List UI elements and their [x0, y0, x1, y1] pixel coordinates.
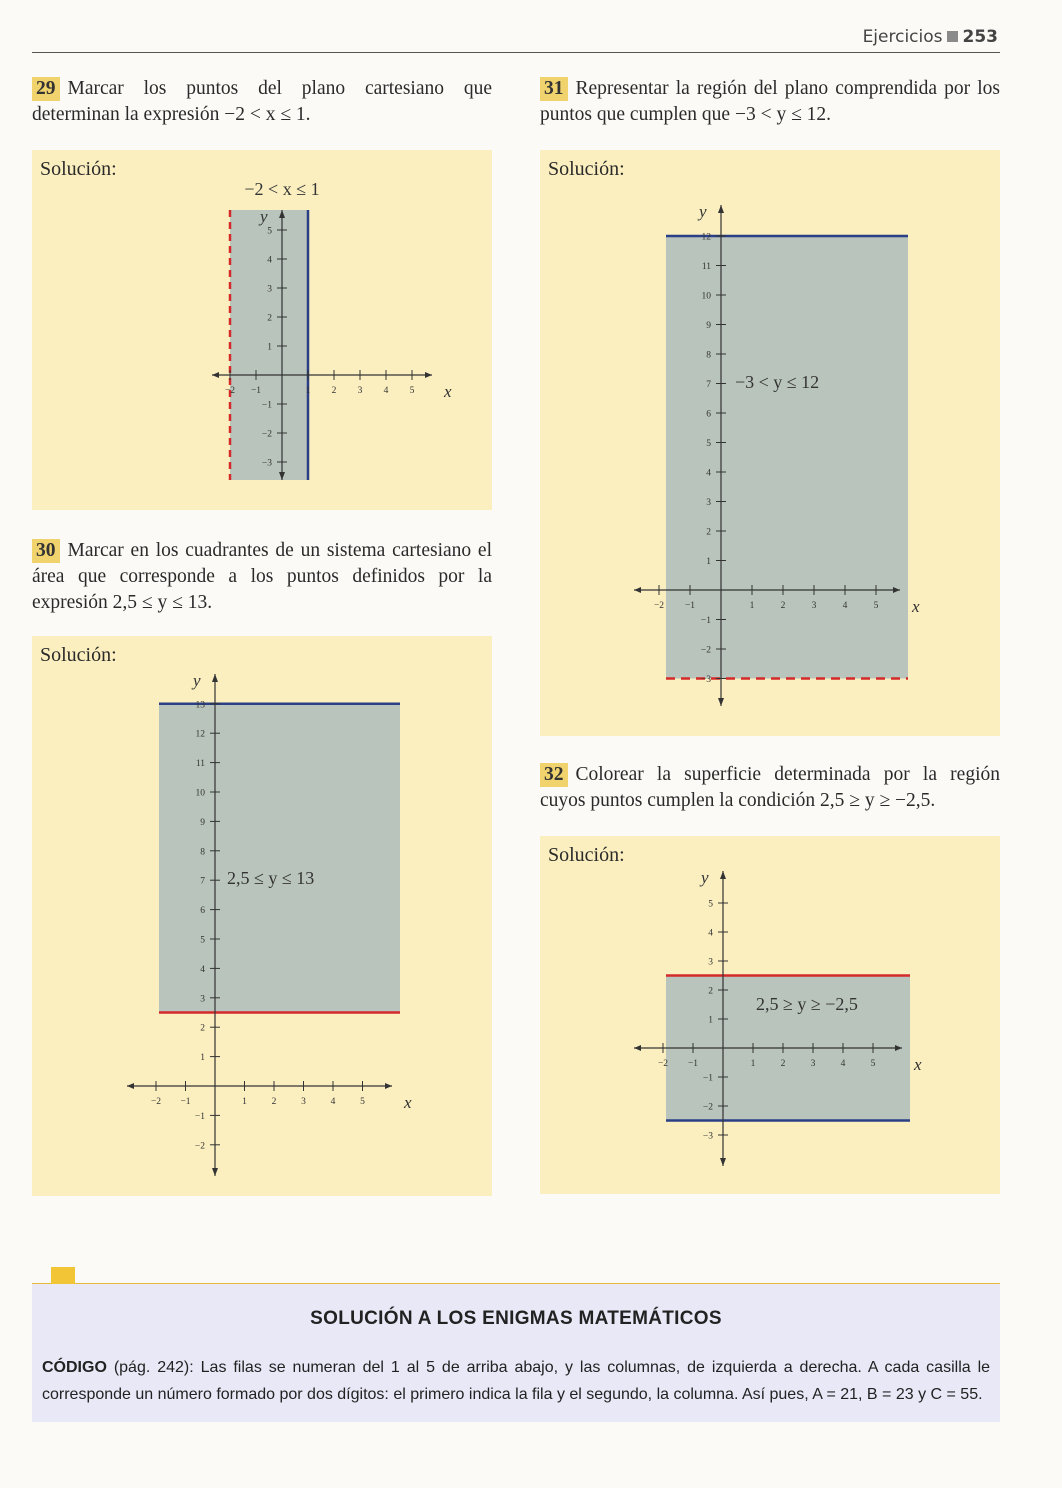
region-inequality-label: 2,5 ≤ y ≤ 13 [227, 868, 315, 888]
y-tick-label: 8 [706, 350, 711, 361]
x-tick-label: 1 [305, 386, 311, 396]
y-tick-label: 2 [708, 986, 713, 997]
y-tick-label: 7 [706, 380, 711, 390]
y-tick-label: 2 [267, 313, 272, 324]
y-tick-label: 2 [706, 527, 711, 538]
x-tick-label: 5 [873, 601, 879, 611]
x-tick-label: 2 [780, 1059, 786, 1069]
exercise-text: Marcar en los cuadrantes de un sistema cartesiano el área que corresponde a los puntos definidos por la expresión 2,5 ≤ y ≤ 13. [32, 540, 492, 613]
x-axis-label: x [444, 382, 452, 401]
x-tick-label: 4 [840, 1059, 846, 1069]
y-tick-label: −1 [700, 616, 711, 626]
x-axis-label: x [912, 597, 920, 616]
y-tick-label: 4 [706, 468, 711, 479]
y-axis-label: y [260, 207, 268, 226]
exercise-30-statement [32, 538, 492, 616]
y-axis-arrow-down [720, 1158, 726, 1166]
exercise-29-solution-panel [32, 150, 492, 510]
shaded-region [159, 704, 400, 1013]
y-tick-label: 5 [706, 439, 711, 449]
y-tick-label: −3 [702, 1131, 713, 1142]
x-tick-label: −1 [250, 386, 262, 396]
x-axis-arrow-left [634, 1045, 641, 1051]
y-tick-label: 1 [200, 1053, 205, 1064]
x-tick-label: 2 [780, 601, 786, 611]
y-axis-arrow-down [212, 1168, 218, 1176]
exercise-29-statement [32, 76, 492, 128]
x-tick-label: −1 [687, 1059, 699, 1069]
y-tick-label: 3 [708, 957, 713, 968]
y-tick-label: −3 [261, 458, 272, 469]
y-tick-label: 5 [200, 935, 205, 946]
exercise-30-graph [32, 636, 492, 1196]
y-tick-label: 5 [708, 899, 713, 910]
exercise-31-graph [540, 150, 1000, 736]
x-axis-arrow-right [385, 1083, 392, 1089]
exercise-number-badge: 32 [540, 763, 568, 787]
y-tick-label: 6 [706, 409, 711, 420]
y-axis-arrow-up [720, 871, 726, 879]
y-axis-arrow-down [718, 698, 724, 706]
y-tick-label: 5 [267, 226, 272, 237]
x-tick-label: −2 [653, 601, 665, 611]
x-tick-label: 1 [242, 1097, 247, 1107]
x-axis-arrow-left [212, 372, 219, 378]
solution-label: Solución: [40, 644, 117, 666]
y-tick-label: 11 [701, 262, 711, 272]
y-tick-label: 1 [706, 557, 711, 567]
y-tick-label: 3 [200, 994, 205, 1005]
y-tick-label: 3 [267, 284, 272, 295]
y-tick-label: 1 [708, 1015, 713, 1026]
y-tick-label: −3 [700, 675, 711, 685]
y-tick-label: 9 [200, 817, 205, 828]
solution-label: Solución: [548, 844, 625, 866]
x-tick-label: 4 [330, 1097, 336, 1107]
exercise-text: Representar la región del plano comprendida por los puntos que cumplen que −3 < y ≤ 12. [540, 78, 1000, 125]
x-tick-label: −2 [657, 1059, 669, 1069]
y-tick-label: −1 [702, 1073, 713, 1084]
x-axis-label: x [914, 1055, 922, 1074]
y-tick-label: 8 [200, 847, 205, 858]
y-tick-label: 3 [706, 498, 711, 508]
solution-label: Solución: [40, 158, 117, 180]
y-tick-label: 4 [200, 964, 205, 975]
exercise-text: Marcar los puntos del plano cartesiano que determinan la expresión −2 < x ≤ 1. [32, 78, 492, 125]
x-tick-label: 5 [870, 1059, 876, 1069]
shaded-region [666, 236, 908, 679]
y-tick-label: 6 [200, 906, 205, 917]
exercise-32-graph [540, 836, 1000, 1194]
y-tick-label: 9 [706, 321, 711, 331]
y-tick-label: −1 [261, 400, 272, 411]
y-axis-label: y [699, 202, 707, 221]
x-tick-label: 2 [331, 386, 337, 396]
x-tick-label: 3 [301, 1097, 306, 1107]
page-header [863, 27, 998, 47]
y-tick-label: 1 [267, 342, 272, 353]
x-tick-label: −2 [224, 386, 236, 396]
y-tick-label: −2 [700, 645, 711, 656]
y-tick-label: 4 [267, 255, 272, 266]
y-tick-label: 12 [195, 729, 205, 740]
x-axis-label: x [404, 1093, 412, 1112]
exercise-number-badge: 29 [32, 77, 60, 101]
enigma-body-text: Las filas se numeran del 1 al 5 de arriba abajo, y las columnas, de izquierda a derecha. A cada casilla le corresponde un número formado por dos dígitos: el primero indica la fila y el segundo, la columna. Así pues, A = 21, B = 23 y C = 55. [42, 1359, 991, 1403]
exercise-31-solution-panel [540, 150, 1000, 736]
x-tick-label: 3 [357, 386, 363, 396]
section-title: Ejercicios [862, 27, 943, 47]
y-axis-label: y [701, 868, 709, 887]
x-tick-label: 3 [810, 1059, 816, 1069]
y-tick-label: −1 [194, 1111, 205, 1122]
y-tick-label: 10 [195, 788, 205, 799]
x-tick-label: 4 [383, 386, 389, 396]
page-number: 253 [962, 27, 998, 47]
x-tick-label: −1 [684, 601, 696, 611]
y-axis-arrow-up [212, 674, 218, 682]
x-tick-label: −2 [150, 1097, 162, 1107]
exercise-32-statement [540, 762, 1000, 814]
y-axis-arrow-up [718, 205, 724, 213]
y-tick-label: 4 [708, 928, 713, 939]
x-tick-label: 5 [409, 386, 415, 396]
header-rule [32, 52, 1000, 53]
region-inequality-label: −3 < y ≤ 12 [735, 372, 820, 392]
y-tick-label: 13 [195, 700, 205, 711]
y-tick-label: 2 [200, 1023, 205, 1034]
solution-label: Solución: [548, 158, 625, 180]
region-inequality-label: −2 < x ≤ 1 [244, 179, 320, 199]
exercise-32-solution-panel [540, 836, 1000, 1194]
x-tick-label: 1 [750, 1059, 756, 1069]
y-tick-label: 7 [200, 876, 205, 887]
y-tick-label: 11 [195, 759, 205, 770]
x-tick-label: 5 [360, 1097, 365, 1107]
region-inequality-label: 2,5 ≥ y ≥ −2,5 [756, 994, 858, 1014]
enigma-lead: CÓDIGO [42, 1359, 107, 1376]
exercise-30-solution-panel [32, 636, 492, 1196]
y-tick-label: −2 [194, 1141, 205, 1152]
x-tick-label: −1 [180, 1097, 191, 1107]
x-tick-label: 3 [811, 601, 817, 611]
x-tick-label: 4 [842, 601, 848, 611]
enigma-page-ref: (pág. 242): [113, 1359, 194, 1376]
enigma-title: SOLUCIÓN A LOS ENIGMAS MATEMÁTICOS [310, 1308, 722, 1329]
y-tick-label: −2 [261, 429, 272, 440]
exercise-text: Colorear la superficie determinada por la región cuyos puntos cumplen la condición 2,5 ≥ y ≥ −2,5. [540, 764, 1000, 811]
x-axis-arrow-left [127, 1083, 134, 1089]
enigma-text [42, 1354, 990, 1408]
exercise-number-badge: 30 [32, 539, 60, 563]
x-axis-arrow-right [425, 372, 432, 378]
x-tick-label: 2 [271, 1097, 277, 1107]
square-bullet-icon [947, 31, 958, 42]
y-tick-label: 12 [701, 232, 711, 243]
y-axis-label: y [193, 671, 201, 690]
enigma-solution-box [32, 1284, 1000, 1422]
y-tick-label: 10 [701, 291, 711, 302]
x-axis-arrow-left [634, 587, 641, 593]
x-tick-label: 1 [749, 601, 755, 611]
exercise-29-graph [32, 150, 492, 510]
y-tick-label: −2 [702, 1102, 713, 1113]
exercise-31-statement [540, 76, 1000, 128]
exercise-number-badge: 31 [540, 77, 568, 101]
